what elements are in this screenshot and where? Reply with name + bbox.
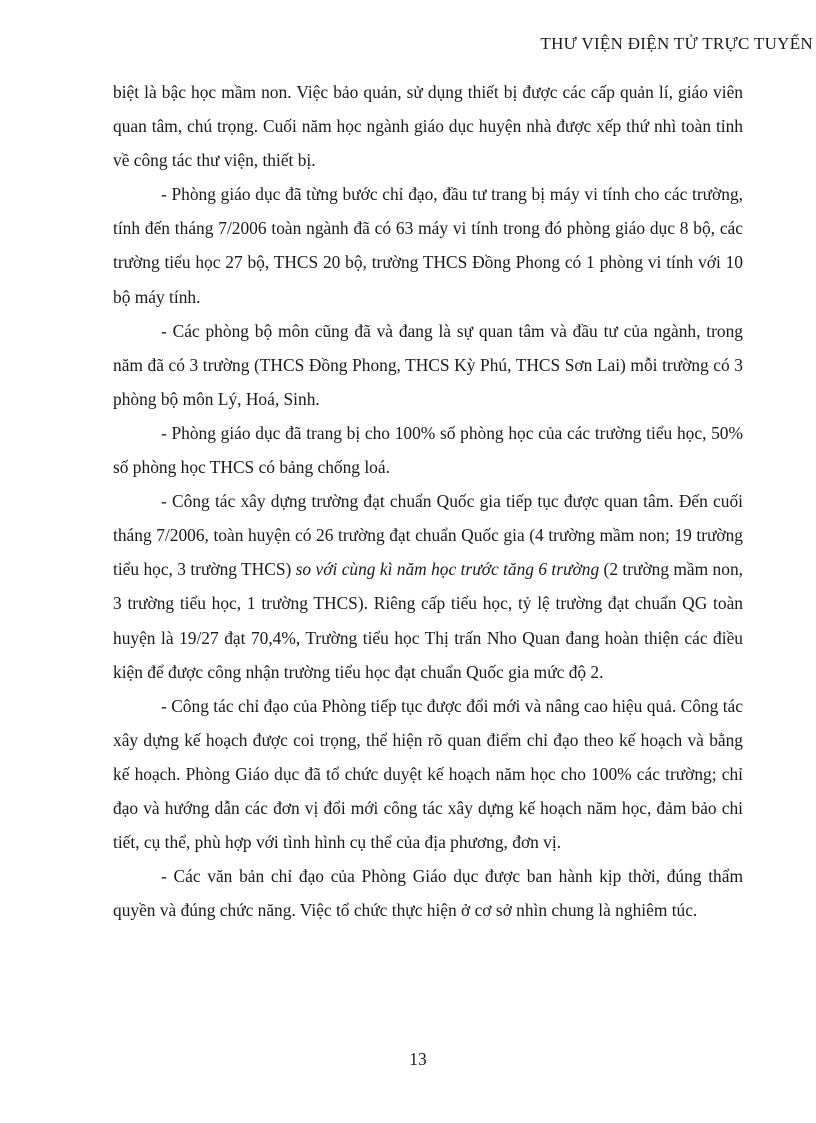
document-body [113, 75, 743, 927]
national-standard-italic-text: so với cùng kì năm học trước tăng 6 trường [295, 559, 600, 580]
national-standard-text-start: - Công tác xây dựng trường đạt chuẩn Quốc gia tiếp tục được quan tâm. Đến cuối tháng 7/2006, toàn huyện có 26 trường đạt chuẩn Quốc gia (4 trường mầm non; 19 trường tiểu học, 3 trường THCS) [113, 491, 743, 580]
paragraph-computers: - Phòng giáo dục đã từng bước chỉ đạo, đầu tư trang bị máy vi tính cho các trường, tính đến tháng 7/2006 toàn ngành đã có 63 máy vi tính trong đó phòng giáo dục 8 bộ, các trường tiểu học 27 bộ, THCS 20 bộ, trường THCS Đồng Phong có 1 phòng vi tính với 10 bộ máy tính. [113, 184, 743, 307]
page-number: 13 [409, 1049, 427, 1069]
page-header: THƯ VIỆN ĐIỆN TỬ TRỰC TUYẾN [540, 34, 813, 53]
paragraph-direction-planning: - Công tác chỉ đạo của Phòng tiếp tục được đổi mới và nâng cao hiệu quả. Công tác xây dựng kế hoạch được coi trọng, thể hiện rõ quan điểm chỉ đạo theo kế hoạch và bằng kế hoạch. Phòng Giáo dục đã tổ chức duyệt kế hoạch năm học cho 100% các trường; chỉ đạo và hướng dẫn các đơn vị đổi mới công tác xây dựng kế hoạch năm học, đảm bảo chi tiết, cụ thể, phù hợp với tình hình cụ thể của địa phương, đơn vị. [113, 695, 743, 853]
national-standard-text-end: (2 trường mầm non, 3 trường tiểu học, 1 trường THCS). Riêng cấp tiểu học, tỷ lệ trường đạt chuẩn QG toàn huyện là 19/27 đạt 70,4%, Trường tiểu học Thị trấn Nho Quan đang hoàn thiện các điều kiện để được công nhận trường tiểu học đạt chuẩn Quốc gia mức độ 2. [113, 559, 743, 682]
paragraph-directive-documents: - Các văn bản chỉ đạo của Phòng Giáo dục được ban hành kịp thời, đúng thẩm quyền và đúng chức năng. Việc tổ chức thực hiện ở cơ sở nhìn chung là nghiêm túc. [113, 866, 743, 921]
paragraph-national-standard-schools [113, 484, 743, 689]
paragraph-library-equipment: biệt là bậc học mầm non. Việc bảo quản, sử dụng thiết bị được các cấp quản lí, giáo viên quan tâm, chú trọng. Cuối năm học ngành giáo dục huyện nhà được xếp thứ nhì toàn tỉnh về công tác thư viện, thiết bị. [113, 82, 743, 171]
paragraph-anti-glare-boards: - Phòng giáo dục đã trang bị cho 100% số phòng học của các trường tiểu học, 50% số phòng học THCS có bảng chống loá. [113, 422, 743, 478]
paragraph-subject-rooms: - Các phòng bộ môn cũng đã và đang là sự quan tâm và đầu tư của ngành, trong năm đã có 3 trường (THCS Đồng Phong, THCS Kỳ Phú, THCS Sơn Lai) mỗi trường có 3 phòng bộ môn Lý, Hoá, Sinh. [113, 320, 743, 409]
